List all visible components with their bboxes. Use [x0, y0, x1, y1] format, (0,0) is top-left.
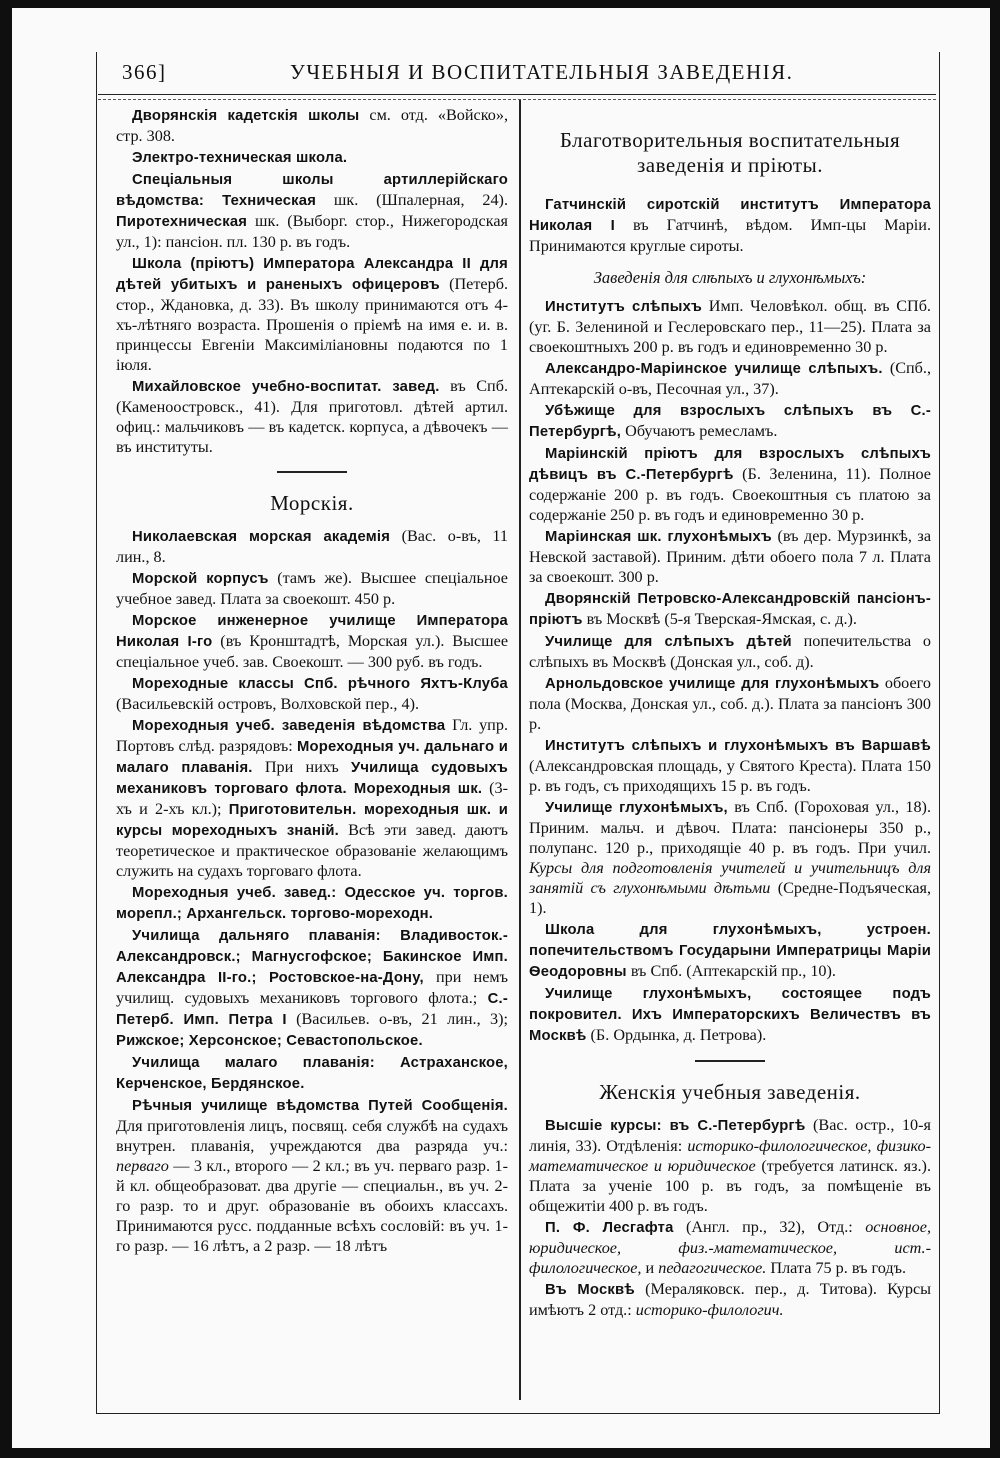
right-column — [529, 124, 931, 1321]
section-heading-marine: Морскія. — [270, 490, 354, 515]
entry-gatchina-institute: Гатчинскій сиротскій институтъ Императора Николая I въ Гатчинѣ, вѣдом. Имп-цы Маріи. Принимаются круглые сироты. — [529, 197, 932, 255]
page — [12, 8, 990, 1448]
entry-odessa-arkhangelsk: Мореходныя учеб. завед.: Одесское уч. торгов. морепл.; Архангельск. торгово-мореходн. — [116, 884, 508, 922]
entry-river-schools: Рѣчныя училище вѣдомства Путей Сообщенія. Для приготовленія лицъ, посвящ. себя службѣ на судахъ внутрен. плаванія, учреждаются два разряда уч.: перваго — 3 кл., второго — 2 кл.; въ уч. перваго разр. 1-й кл. общеобразоват. два другіе — специальн., въ уч. 2-го разр. то и друг. образованіе въ обоихъ классахъ. Принимаются русс. подданные всѣхъ сословій: въ уч. 1-го разр. — 16 лѣтъ, а 2 разр. — 18 лѣтъ — [116, 1097, 508, 1255]
entry-adult-blind-shelter: Убѣжище для взрослыхъ слѣпыхъ въ С.-Петербургѣ, Обучаютъ ремесламъ. — [529, 403, 931, 440]
page-number: 366] — [122, 60, 167, 84]
entry-long-voyage-schools: Училища дальняго плаванія: Владивосток.-Александровск.; Магнусгофское; Бакинское Имп. Александра II-го.; Ростовское-на-Дону, при немъ училищ. судовыхъ механиковъ торгового флота.; С.-Петерб. Имп. Петра I (Васильев. о-въ, 21 лин., 3); Рижское; Херсонское; Севастопольское. — [116, 927, 508, 1049]
entry-higher-courses-spb: Высшіе курсы: въ С.-Петербургѣ (Вас. остр., 10-я линія, 33). Отдѣленія: историко-филологическое, физико-математическое и юридическое (требуется латинск. яз.). Плата за ученіе 100 р. въ годъ, за помѣщеніе въ общежитіи 400 р. въ годъ. — [529, 1115, 932, 1215]
subheading-blind-deaf: Заведенія для слѣпыхъ и глухонѣмыхъ: — [593, 268, 867, 287]
entry-mikhailovskoe: Михайловское учебно-воспитат. завед. въ Спб. (Каменоостровск., 41). Для приготовл. дѣтей артил. офиц.: мальчиковъ — въ кадетск. корпуса, а дѣвочекъ — въ институты. — [116, 377, 508, 456]
entry-mariinsky-shelter: Маріинскій пріютъ для взрослыхъ слѣпыхъ дѣвицъ въ С.-Петербургѣ (Б. Зеленина, 11). Полное содержаніе 200 р. въ годъ. Своекоштныя съ платою за содержаніе 250 р. въ годъ и единовременно 30 р. — [529, 446, 931, 524]
entry-artillery-schools: Спеціальныя школы артиллерійскаго вѣдомства: Техническая шк. (Шпалерная, 24). Пиротехническая шк. (Выборг. стор., Нижегородская ул., 1): пансіон. пл. 130 р. въ годъ. — [116, 172, 508, 251]
entry-imperial-deaf-school: Училище глухонѣмыхъ, состоящее подъ покровител. Ихъ Императорскихъ Величествъ въ Москвѣ (Б. Ордынка, д. Петрова). — [529, 986, 931, 1044]
entry-mariinsky-deaf-school: Маріинская шк. глухонѣмыхъ (въ дер. Мурзинкѣ, за Невской заставой). Приним. дѣти обоего пола 7 л. Плата за своекошт. 300 р. — [529, 527, 932, 586]
section-separator — [277, 471, 347, 473]
entry-moscow-courses: Въ Москвѣ (Мераляковск. пер., д. Титова). Курсы имѣютъ 2 отд.: историко-филологич. — [529, 1279, 931, 1319]
column-divider — [519, 100, 521, 1400]
section-separator — [695, 1060, 765, 1062]
entry-alexander-school: Школа (пріютъ) Императора Александра II для дѣтей убитыхъ и раненыхъ офицеровъ (Петерб. стор., Ждановка, д. 33). Въ школу принимаются отъ 4-хъ-лѣтняго возраста. Прошенія о пріемѣ на имя е. и. в. принцессы Евгеніи Максиміліановны подаются по 1 іюля. — [116, 256, 508, 374]
entry-naval-engineering: Морское инженерное училище Императора Николая I-го (въ Кронштадтѣ, Морская ул.). Высшее спеціальное учеб. зав. Своекошт. — 300 руб. въ годъ. — [116, 612, 509, 671]
entry-electro-school: Электро-техническая школа. — [132, 150, 348, 166]
entry-lesgaft-courses: П. Ф. Лесгафта (Англ. пр., 32), Отд.: основное, юридическое, физ.-математическое, ист.-филологическое, и педагогическое. Плата 75 р. въ годъ. — [529, 1217, 931, 1277]
header-rule — [98, 94, 936, 100]
running-title: УЧЕБНЫЯ И ВОСПИТАТЕЛЬНЫЯ ЗАВЕДЕНІЯ. — [290, 60, 794, 84]
running-header — [120, 60, 930, 90]
entry-yacht-club-classes: Мореходные классы Спб. рѣчного Яхтъ-Клуба (Васильевскій островъ, Волховской пер., 4). — [116, 675, 508, 713]
entry-arnoldovskoe: Арнольдовское училище для глухонѣмыхъ обоего пола (Москва, Донская ул., соб. д.). Плата за пансіонъ 300 р. — [529, 674, 931, 733]
entry-blind-institute: Институтъ слѣпыхъ Имп. Человѣкол. общ. въ СПб. (уг. Б. Зелениной и Геслеровскаго пер., 11—25). Плата за своекоштныхъ 200 р. въ годъ и единовременно 30 р. — [529, 297, 931, 356]
section-heading-charity: Благотворительныя воспитательныя заведенія и пріюты. — [559, 128, 901, 177]
entry-alexandro-mariinskoe: Александро-Маріинское училище слѣпыхъ. (Спб., Аптекарскій о-въ, Песочная ул., 37). — [529, 359, 931, 398]
entry-deaf-school-spb: Училище глухонѣмыхъ, въ Спб. (Гороховая ул., 18). Приним. мальч. и дѣвоч. Плата: пансіонеры 350 р., полупанс. 120 р., приходящіе 40 р. въ годъ. При учил. Курсы для подготовленія учителей и учительницъ для занятій съ глухонѣмыми дѣтьми (Средне-Подъяческая, 1). — [529, 798, 931, 917]
entry-empress-deaf-school: Школа для глухонѣмыхъ, устроен. попечительствомъ Государыни Императрицы Маріи Ѳеодоровны въ Спб. (Аптекарскій пр., 10). — [529, 922, 931, 980]
entry-short-voyage-schools: Училища малаго плаванія: Астраханское, Керченское, Бердянское. — [116, 1054, 508, 1092]
entry-naval-academy: Николаевская морская академія (Вас. о-въ, 11 лин., 8. — [116, 526, 508, 566]
entry-blind-children-moscow: Училище для слѣпыхъ дѣтей попечительства о слѣпыхъ въ Москвѣ (Донская ул., соб. д). — [529, 632, 931, 671]
entry-naval-corps: Морской корпусъ (тамъ же). Высшее спеціальное учебное завед. Плата за своекошт. 450 р. — [116, 568, 508, 608]
entry-nautical-schools: Мореходныя учеб. заведенія вѣдомства Гл. упр. Портовъ слѣд. разрядовъ: Мореходныя уч. дальнаго и малаго плаванія. При нихъ Училища судовыхъ механиковъ торговаго флота. Мореходныя шк. (3-хъ и 2-хъ кл.); Приготовительн. мореходныя шк. и курсы мореходныхъ знаній. Всѣ эти завед. даютъ теоретическое и практическое образованіе желающимъ служить на судахъ торговаго флота. — [116, 715, 508, 880]
entry-warsaw-institute: Институтъ слѣпыхъ и глухонѣмыхъ въ Варшавѣ (Александровская площадь, у Святого Креста). Плата 150 р. въ годъ, съ приходящихъ 15 р. въ годъ. — [529, 738, 931, 795]
entry-cadet-schools: Дворянскія кадетскія школы см. отд. «Войско», стр. 308. — [116, 106, 509, 145]
left-column — [116, 105, 508, 1257]
section-heading-women: Женскія учебныя заведенія. — [599, 1079, 861, 1104]
entry-petrovsko-alexandrovsky: Дворянскій Петровско-Александровскій пансіонъ-пріютъ въ Москвѣ (5-я Тверская-Ямская, с. д.). — [529, 591, 931, 628]
